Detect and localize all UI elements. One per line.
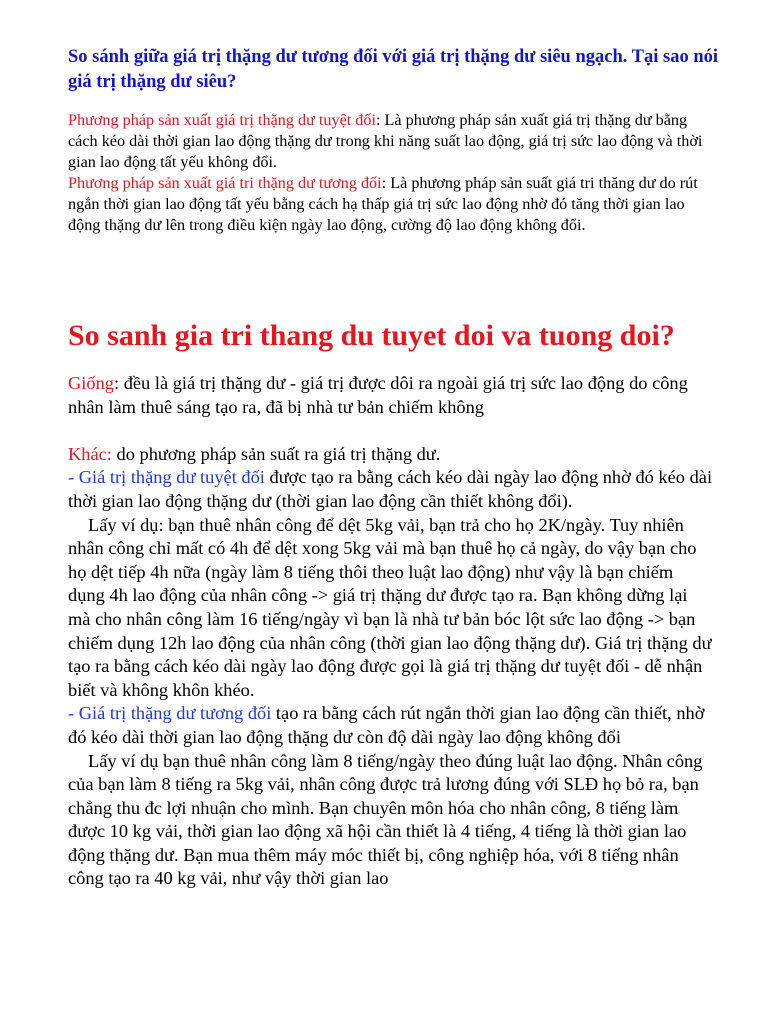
question-heading: So sánh giữa giá trị thặng dư tương đối với giá trị thặng dư siêu ngạch. Tại sao nói giá trị thặng dư siêu? (68, 47, 719, 92)
absolute-example-paragraph: Lấy ví dụ: bạn thuê nhân công để dệt 5kg vải, bạn trả cho họ 2K/ngày. Tuy nhiên nhân công chỉ mất có 4h để dệt xong 5kg vải mà bạn thuê họ cả ngày, do vậy bạn cho họ dệt tiếp 4h nữa (ngày làm 8 tiếng thôi theo luật lao động) như vậy là bạn chiếm dụng 4h lao động của nhân công -> giá trị thặng dư được tạo ra. Bạn không dừng lại mà cho nhân công làm 16 tiếng/ngày vì bạn là nhà tư bản bóc lột sức lao động -> bạn chiếm dụng 12h lao động của nhân công (thời gian lao động thặng dư). Giá trị thặng dư tạo ra bằng cách kéo dài ngày lao động được gọi là giá trị thặng dư tuyệt đối - dễ nhận biết và không khôn khéo. (68, 514, 712, 700)
relative-method-label: Phương pháp sản xuất giá tri thặng dư tương đối (68, 174, 382, 192)
absolute-method-text: : Là phương pháp sản xuất giá trị thặng dư bằng cách kéo dài thời gian lao động thặng dư trong khi năng suất lao động, giá trị sức lao động và thời gian lao động tất yếu không đổi. (68, 111, 703, 171)
method-definitions (68, 110, 718, 236)
difference-paragraph (68, 443, 713, 467)
relative-value-label: - Giá trị thặng dư tương đối (68, 703, 272, 724)
comparison-body (68, 372, 713, 891)
relative-method-text: : Là phương pháp sản suất giá tri thăng dư do rút ngắn thời gian lao động tất yếu bằng cách hạ thấp giá trị sức lao động nhờ đó tăng thời gian lao động thặng dư lên trong điều kiện ngày lao động, cường độ lao động không đổi. (68, 174, 698, 234)
similarity-paragraph (68, 372, 713, 419)
relative-value-text: tạo ra bằng cách rút ngắn thời gian lao động cần thiết, nhờ đó kéo dài thời gian lao động thặng dư còn độ dài ngày lao động không đổi (68, 703, 705, 747)
relative-value-paragraph (68, 702, 713, 749)
absolute-value-label: - Giá trị thặng dư tuyệt đối (68, 467, 265, 488)
absolute-value-paragraph (68, 466, 713, 513)
absolute-value-text: được tạo ra bằng cách kéo dài ngày lao động nhờ đó kéo dài thời gian lao động thặng dư (thời gian lao động cần thiết không đổi). (68, 467, 713, 511)
difference-text: do phương pháp sản suất ra giá trị thặng dư. (111, 443, 441, 464)
relative-example-paragraph: Lấy ví dụ bạn thuê nhân công làm 8 tiếng/ngày theo đúng luật lao động. Nhân công của bạn làm 8 tiếng ra 5kg vải, nhân công được trả lương đúng với SLĐ họ bỏ ra, bạn chẳng thu đc lợi nhuận cho mình. Bạn chuyên môn hóa cho nhân công, 8 tiếng làm được 10 kg vải, thời gian lao động xã hội cần thiết là 4 tiếng, 4 tiếng là thời gian lao động thặng dư. Bạn mua thêm máy móc thiết bị, công nghiệp hóa, với 8 tiếng nhân công tạo ra 40 kg vải, như vậy thời gian lao (68, 750, 703, 889)
similarity-label: Giống (68, 373, 114, 393)
difference-label: Khác: (68, 443, 112, 464)
absolute-method-label: Phương pháp sản xuất giá trị thặng dư tuyệt đối (68, 111, 376, 129)
relative-method-paragraph (68, 173, 718, 236)
comparison-heading: So sanh gia tri thang du tuyet doi va tuong doi? (68, 319, 675, 352)
absolute-method-paragraph (68, 110, 718, 173)
similarity-text: : đều là giá trị thặng dư - giá trị được dôi ra ngoài giá trị sức lao động do công nhân làm thuê sáng tạo ra, đã bị nhà tư bản chiếm không (68, 373, 688, 417)
paragraph-gap (68, 419, 713, 443)
